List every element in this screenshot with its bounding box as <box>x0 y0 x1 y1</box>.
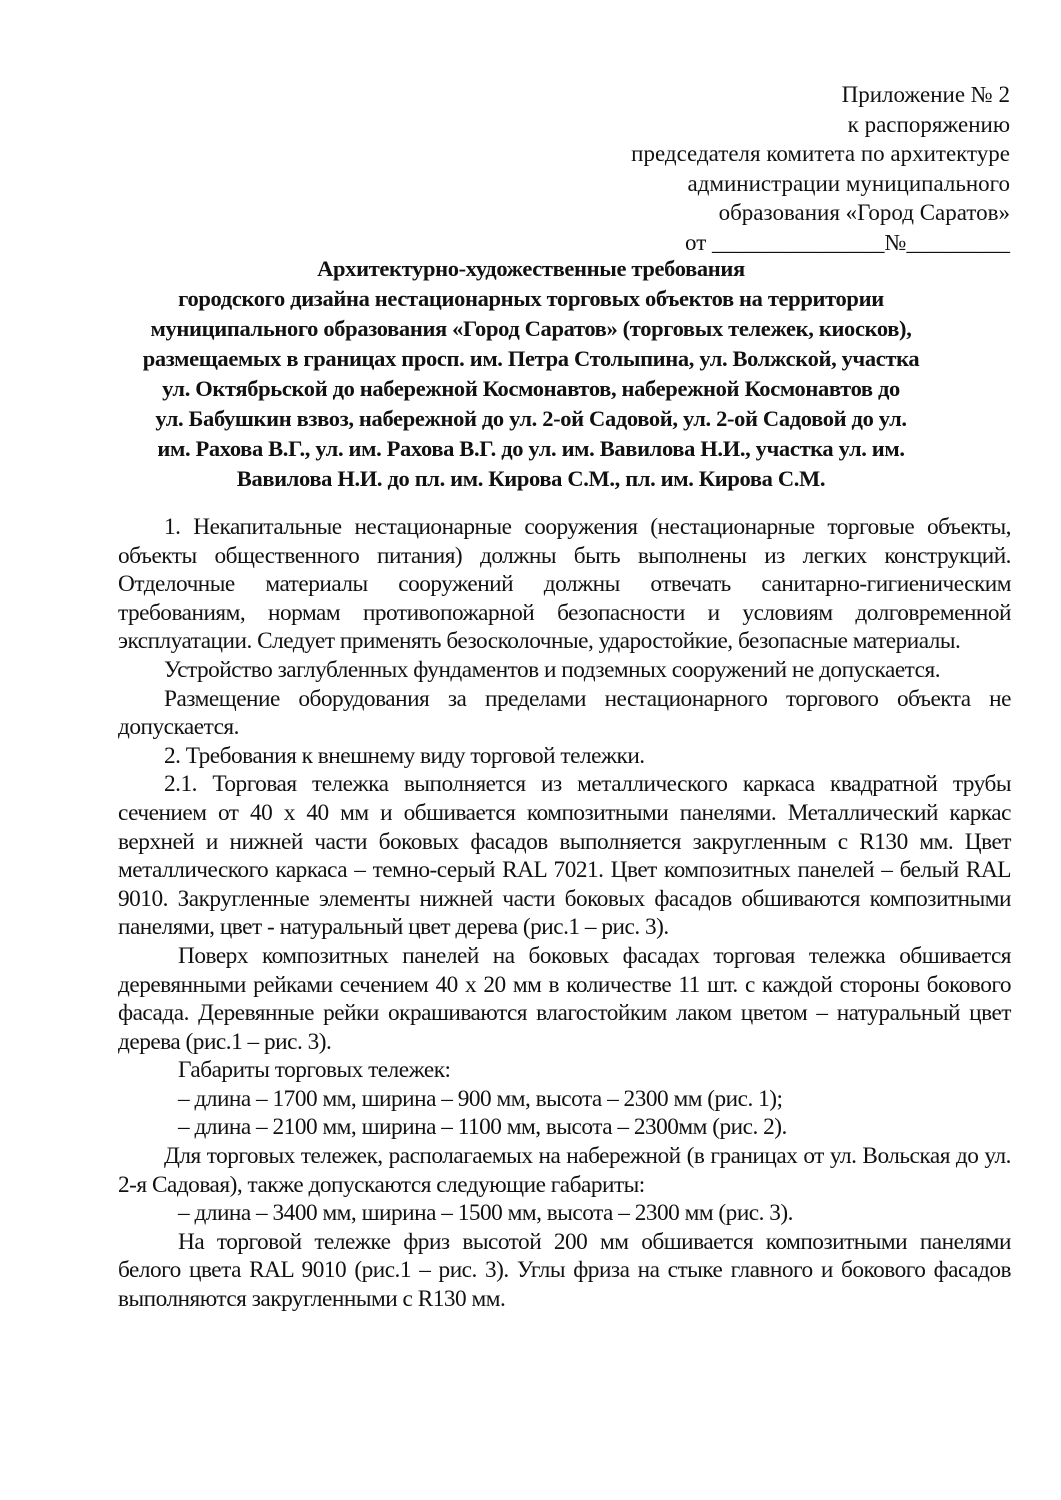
appendix-line: образования «Город Саратов» <box>718 200 1010 225</box>
appendix-line: администрации муниципального <box>687 170 1010 196</box>
title-line: ул. Октябрьской до набережной Космонавтов, набережной Космонавтов до <box>162 376 900 401</box>
title-line: городского дизайна нестационарных торговых объектов на территории <box>178 286 884 311</box>
appendix-number: Приложение № 2 <box>841 82 1010 107</box>
dimensions-item-2: – длина – 2100 мм, ширина – 1100 мм, высота – 2300мм (рис. 2). <box>178 1114 787 1141</box>
paragraph-2-1-frame: 2.1. Торговая тележка выполняется из металлического каркаса квадратной трубы сечением от 40 х 40 мм и обшивается композитными панелями. Металлический каркас верхней и нижней части боковых фасадов выполняется закругленным с R130 мм. Цвет металлического каркаса – темно-серый RAL 7021. Цвет композитных панелей – белый RAL 9010. Закругленные элементы нижней части боковых фасадов обшиваются композитными панелями, цвет - натуральный цвет дерева (рис.1 – рис. 3). <box>118 771 1011 941</box>
dimensions-item-3: – длина – 3400 мм, ширина – 1500 мм, высота – 2300 мм (рис. 3). <box>178 1200 794 1227</box>
title-line: размещаемых в границах просп. им. Петра Столыпина, ул. Волжской, участка <box>142 346 920 371</box>
title-line: им. Рахова В.Г., ул. им. Рахова В.Г. до ул. им. Вавилова Н.И., участка ул. им. <box>157 436 905 461</box>
paragraph-1-materials: 1. Некапитальные нестационарные сооружения (нестационарные торговые объекты, объекты общественного питания) должны быть выполнены из легких конструкций. Отделочные материалы сооружений должны отвечать санитарно-гигиеническим требованиям, нормам противопожарной безопасности и условиям долговременной эксплуатации. Следует применять безосколочные, ударостойкие, безопасные материалы. <box>118 514 1011 655</box>
title-line: ул. Бабушкин взвоз, набережной до ул. 2-ой Садовой, ул. 2-ой Садовой до ул. <box>155 406 907 431</box>
title-line: Вавилова Н.И. до пл. им. Кирова С.М., пл. им. Кирова С.М. <box>236 466 826 491</box>
appendix-header <box>631 80 1010 257</box>
paragraph-frieze: На торговой тележке фриз высотой 200 мм обшивается композитными панелями белого цвета RAL 9010 (рис.1 – рис. 3). Углы фриза на стыке главного и бокового фасадов выполняются закругленными с R130 мм. <box>118 1228 1011 1313</box>
paragraph-dimensions-heading: Габариты торговых тележек: <box>178 1057 451 1084</box>
title-line: муниципального образования «Город Саратов» (торговых тележек, киосков), <box>150 316 912 341</box>
document-title <box>96 254 966 494</box>
dimensions-item-1: – длина – 1700 мм, ширина – 900 мм, высота – 2300 мм (рис. 1); <box>178 1085 783 1112</box>
section-2-heading: 2. Требования к внешнему виду торговой тележки. <box>164 742 645 769</box>
paragraph-embankment: Для торговых тележек, располагаемых на набережной (в границах от ул. Вольская до ул. 2-я Садовая), также допускаются следующие габариты: <box>118 1143 1011 1198</box>
document-body <box>118 513 1011 1314</box>
paragraph-foundations: Устройство заглубленных фундаментов и подземных сооружений не допускается. <box>164 656 941 683</box>
appendix-date-number-line: от _______________№_________ <box>685 229 1010 255</box>
paragraph-wooden-slats: Поверх композитных панелей на боковых фасадах торговая тележка обшивается деревянными рейками сечением 40 х 20 мм в количестве 11 шт. с каждой стороны бокового фасада. Деревянные рейки окрашиваются влагостойким лаком цветом – натуральный цвет дерева (рис.1 – рис. 3). <box>118 942 1011 1055</box>
paragraph-equipment: Размещение оборудования за пределами нестационарного торгового объекта не допускается. <box>118 685 1011 741</box>
appendix-line: к распоряжению <box>847 111 1010 137</box>
title-line: Архитектурно-художественные требования <box>317 256 745 281</box>
appendix-line: председателя комитета по архитектуре <box>631 141 1010 166</box>
